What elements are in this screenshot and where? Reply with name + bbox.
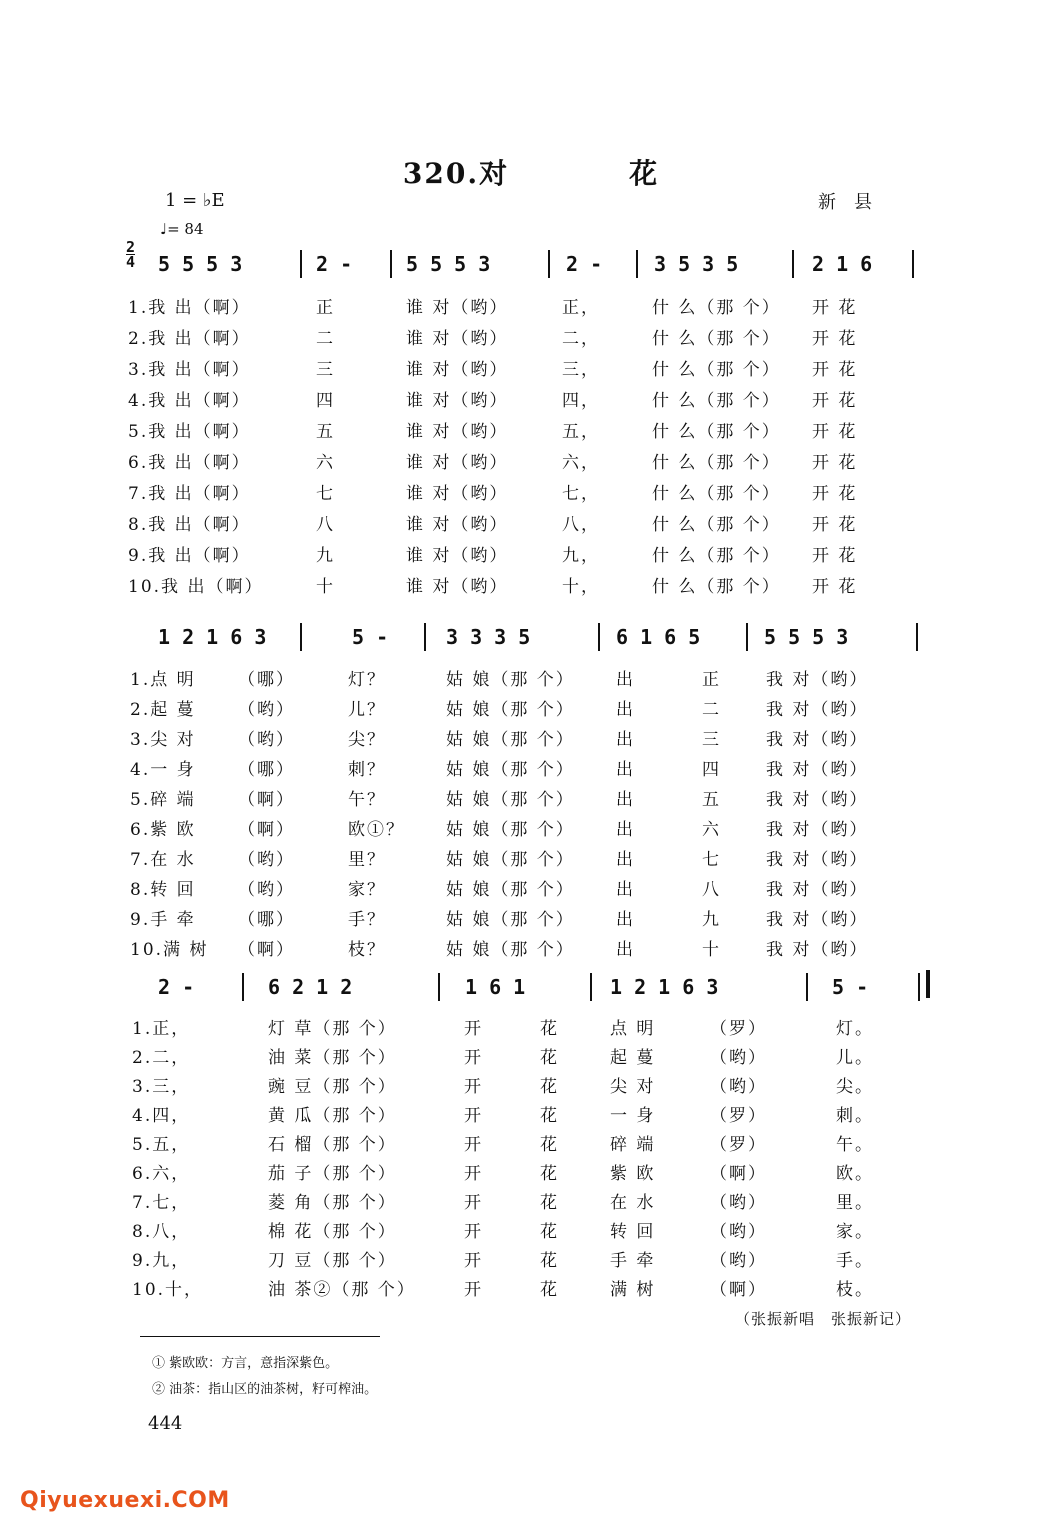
lyric-cell: 八， [562,515,600,535]
watermark-logo: Qiyuexuexi.COM [20,1488,230,1513]
lyric-cell: 我 对（哟） [766,730,869,750]
lyric-cell: 刺？ [348,760,386,780]
lyric-cell: 1.正， [132,1019,191,1039]
lyric-cell: 开 [464,1019,483,1039]
lyric-cell: 家。 [836,1222,874,1242]
lyric-cell: 开 花 [812,298,858,318]
lyric-cell: 起 蔓 [610,1048,656,1068]
lyric-cell: （哪） [238,760,295,780]
lyric-cell: 七， [562,484,600,504]
note-group: 1 6 1 [465,975,526,999]
lyric-cell: 我 对（哟） [766,910,869,930]
lyric-cell: 开 [464,1164,483,1184]
lyric-cell: 谁 对（哟） [406,422,509,442]
lyric-cell: 花 [540,1251,559,1271]
lyric-cell: 什 么（那 个） [652,515,781,535]
lyric-cell: 开 [464,1106,483,1126]
lyric-cell: 九 [702,910,721,930]
bar-line [424,623,426,651]
lyric-cell: 手？ [348,910,386,930]
lyric-cell: 姑 娘（那 个） [446,700,575,720]
lyric-cell: 开 [464,1251,483,1271]
lyric-cell: 午。 [836,1135,874,1155]
lyric-cell: 碎 端 [610,1135,656,1155]
footnote-1: ① 紫欧欧：方言，意指深紫色。 [152,1356,339,1371]
lyric-cell: 三， [562,360,600,380]
lyric-cell: 四 [702,760,721,780]
lyric-cell: 二 [702,700,721,720]
lyric-cell: 午？ [348,790,386,810]
bar-line [746,623,748,651]
lyric-cell: 出 [616,730,635,750]
lyric-cell: 开 花 [812,391,858,411]
lyric-cell: 花 [540,1135,559,1155]
bar-line [792,250,794,278]
footnote-2: ② 油茶：指山区的油茶树，籽可榨油。 [152,1382,378,1397]
lyric-cell: 5.五， [132,1135,191,1155]
lyric-cell: 谁 对（哟） [406,546,509,566]
lyric-cell: 我 对（哟） [766,880,869,900]
lyric-cell: 紫 欧 [610,1164,656,1184]
lyric-cell: 什 么（那 个） [652,577,781,597]
note-group: 3 5 3 5 [654,252,739,276]
bar-line [912,250,914,278]
lyric-cell: 九 [316,546,335,566]
bar-line [590,973,592,1001]
lyric-cell: 尖 对 [610,1077,656,1097]
lyric-cell: 黄 瓜（那 个） [268,1106,397,1126]
lyric-cell: 尖？ [348,730,386,750]
lyric-cell: 8.我 出（啊） [128,515,251,535]
lyric-cell: 八 [316,515,335,535]
lyric-cell: 欧①？ [348,820,405,840]
lyric-cell: 花 [540,1048,559,1068]
lyric-cell: 手。 [836,1251,874,1271]
lyric-cell: 三 [316,360,335,380]
lyric-cell: 6.我 出（啊） [128,453,251,473]
lyric-cell: 我 对（哟） [766,670,869,690]
lyric-cell: 9.九， [132,1251,191,1271]
region-label: 新县 [818,192,890,213]
lyric-cell: 开 [464,1077,483,1097]
lyric-cell: 一 身 [610,1106,656,1126]
lyric-cell: （哟） [238,850,295,870]
lyric-cell: 八 [702,880,721,900]
lyric-cell: 四， [562,391,600,411]
lyric-cell: 谁 对（哟） [406,329,509,349]
lyric-cell: 姑 娘（那 个） [446,730,575,750]
lyric-cell: 我 对（哟） [766,940,869,960]
lyric-cell: 姑 娘（那 个） [446,910,575,930]
lyric-cell: 五 [316,422,335,442]
lyric-cell: 出 [616,760,635,780]
lyric-cell: （啊） [710,1280,767,1300]
lyric-cell: 6.紫 欧 [130,820,196,840]
lyric-cell: 棉 花（那 个） [268,1222,397,1242]
note-group: 1 2 1 6 3 [610,975,719,999]
lyric-cell: 10.满 树 [130,940,209,960]
lyric-cell: 开 [464,1193,483,1213]
lyric-cell: 什 么（那 个） [652,546,781,566]
lyric-cell: 二 [316,329,335,349]
lyric-cell: 姑 娘（那 个） [446,820,575,840]
note-group: 6 1 6 5 [616,625,701,649]
lyric-cell: 我 对（哟） [766,760,869,780]
lyric-cell: 四 [316,391,335,411]
lyric-cell: （哟） [710,1222,767,1242]
credit-line: （张振新唱 张振新记） [735,1310,912,1328]
lyric-cell: 7.我 出（啊） [128,484,251,504]
lyric-cell: （哟） [710,1251,767,1271]
bar-line [916,623,918,651]
lyric-cell: 姑 娘（那 个） [446,790,575,810]
lyric-cell: 里。 [836,1193,874,1213]
lyric-cell: 谁 对（哟） [406,484,509,504]
note-group: 2 - [566,252,603,276]
lyric-cell: 5.碎 端 [130,790,196,810]
lyric-cell: 谁 对（哟） [406,577,509,597]
lyric-cell: （哪） [238,910,295,930]
lyric-cell: （哟） [710,1048,767,1068]
lyric-cell: 我 对（哟） [766,700,869,720]
lyric-cell: 油 菜（那 个） [268,1048,397,1068]
lyric-cell: （哟） [710,1077,767,1097]
lyric-cell: （罗） [710,1135,767,1155]
lyric-cell: 七 [702,850,721,870]
lyric-cell: 什 么（那 个） [652,298,781,318]
lyric-cell: （啊） [238,940,295,960]
song-title: 320.对 花 [402,157,660,190]
lyric-cell: 3.三， [132,1077,191,1097]
bar-line [300,623,302,651]
lyric-cell: 姑 娘（那 个） [446,880,575,900]
note-group: 5 - [832,975,869,999]
lyric-cell: （啊） [238,820,295,840]
lyric-cell: （罗） [710,1019,767,1039]
lyric-cell: 3.我 出（啊） [128,360,251,380]
lyric-cell: 九， [562,546,600,566]
lyric-cell: 花 [540,1164,559,1184]
lyric-cell: 枝。 [836,1280,874,1300]
lyric-cell: 开 [464,1222,483,1242]
lyric-cell: 谁 对（哟） [406,360,509,380]
lyric-cell: 开 花 [812,577,858,597]
lyric-cell: 花 [540,1193,559,1213]
lyric-cell: 正 [316,298,335,318]
lyric-cell: 开 花 [812,360,858,380]
lyric-cell: 我 对（哟） [766,850,869,870]
lyric-cell: 儿。 [836,1048,874,1068]
lyric-cell: 出 [616,850,635,870]
lyric-cell: 豌 豆（那 个） [268,1077,397,1097]
lyric-cell: 开 [464,1135,483,1155]
lyric-cell: 姑 娘（那 个） [446,940,575,960]
lyric-cell: 4.我 出（啊） [128,391,251,411]
lyric-cell: 6.六， [132,1164,191,1184]
lyric-cell: 正 [702,670,721,690]
lyric-cell: 七 [316,484,335,504]
lyric-cell: （啊） [238,790,295,810]
lyric-cell: 花 [540,1019,559,1039]
lyric-cell: 家？ [348,880,386,900]
lyric-cell: 二， [562,329,600,349]
lyric-cell: （哪） [238,670,295,690]
lyric-cell: 8.转 回 [130,880,196,900]
lyric-cell: 儿？ [348,700,386,720]
note-group: 1 2 1 6 3 [158,625,267,649]
lyric-cell: 2.起 蔓 [130,700,196,720]
lyric-cell: 六 [702,820,721,840]
page-number: 444 [148,1413,183,1434]
lyric-cell: 十 [702,940,721,960]
note-group: 5 5 5 3 [764,625,849,649]
lyric-cell: 刀 豆（那 个） [268,1251,397,1271]
lyric-cell: 出 [616,820,635,840]
lyric-cell: 花 [540,1106,559,1126]
note-group: 2 - [158,975,195,999]
note-group: 5 - [352,625,389,649]
lyric-cell: 出 [616,700,635,720]
lyric-cell: 出 [616,880,635,900]
lyric-cell: 五， [562,422,600,442]
note-group: 5 5 5 3 [158,252,243,276]
lyric-cell: 六， [562,453,600,473]
lyric-cell: 姑 娘（那 个） [446,670,575,690]
lyric-cell: 手 牵 [610,1251,656,1271]
note-group: 2 - [316,252,353,276]
lyric-cell: （啊） [710,1164,767,1184]
final-bar [926,970,930,998]
lyric-cell: 4.一 身 [130,760,196,780]
bar-line [242,973,244,1001]
lyric-cell: 10.十， [132,1280,204,1300]
lyric-cell: 2.我 出（啊） [128,329,251,349]
lyric-cell: 五 [702,790,721,810]
lyric-cell: 出 [616,940,635,960]
lyric-cell: 刺。 [836,1106,874,1126]
lyric-cell: 9.手 牵 [130,910,196,930]
lyric-cell: 正， [562,298,600,318]
lyric-cell: 开 [464,1048,483,1068]
lyric-cell: 油 茶②（那 个） [268,1280,416,1300]
lyric-cell: 十 [316,577,335,597]
lyric-cell: （哟） [238,730,295,750]
note-group: 6 2 1 2 [268,975,353,999]
key-signature: 1 = ♭E [165,190,225,211]
lyric-cell: 十， [562,577,600,597]
lyric-cell: 我 对（哟） [766,790,869,810]
lyric-cell: 出 [616,670,635,690]
lyric-cell: 1.我 出（啊） [128,298,251,318]
lyric-cell: （罗） [710,1106,767,1126]
lyric-cell: 9.我 出（啊） [128,546,251,566]
footnote-rule [140,1336,380,1337]
bar-line [806,973,808,1001]
lyric-cell: 在 水 [610,1193,656,1213]
lyric-cell: 8.八， [132,1222,191,1242]
lyric-cell: 花 [540,1222,559,1242]
lyric-cell: 花 [540,1280,559,1300]
lyric-cell: 5.我 出（啊） [128,422,251,442]
lyric-cell: 4.四， [132,1106,191,1126]
lyric-cell: （哟） [238,700,295,720]
lyric-cell: 10.我 出（啊） [128,577,264,597]
lyric-cell: 7.在 水 [130,850,196,870]
bar-line [598,623,600,651]
lyric-cell: （哟） [238,880,295,900]
lyric-cell: 什 么（那 个） [652,453,781,473]
lyric-cell: 灯 草（那 个） [268,1019,397,1039]
lyric-cell: 什 么（那 个） [652,360,781,380]
lyric-cell: 2.二， [132,1048,191,1068]
bar-line [918,973,920,1001]
lyric-cell: 什 么（那 个） [652,329,781,349]
note-group: 5 5 5 3 [406,252,491,276]
lyric-cell: 什 么（那 个） [652,484,781,504]
lyric-cell: 7.七， [132,1193,191,1213]
time-signature: 2 4 [126,238,136,271]
lyric-cell: 开 花 [812,422,858,442]
lyric-cell: 谁 对（哟） [406,515,509,535]
lyric-cell: 开 花 [812,484,858,504]
lyric-cell: 出 [616,790,635,810]
lyric-cell: 谁 对（哟） [406,453,509,473]
lyric-cell: 3.尖 对 [130,730,196,750]
lyric-cell: 开 花 [812,453,858,473]
lyric-cell: 我 对（哟） [766,820,869,840]
lyric-cell: 什 么（那 个） [652,422,781,442]
lyric-cell: 开 [464,1280,483,1300]
lyric-cell: 点 明 [610,1019,656,1039]
bar-line [390,250,392,278]
lyric-cell: 六 [316,453,335,473]
note-group: 3 3 3 5 [446,625,531,649]
lyric-cell: 转 回 [610,1222,656,1242]
lyric-cell: 什 么（那 个） [652,391,781,411]
lyric-cell: 开 花 [812,546,858,566]
bar-line [300,250,302,278]
lyric-cell: 欧。 [836,1164,874,1184]
tempo-mark: ♩= 84 [160,220,204,238]
bar-line [438,973,440,1001]
lyric-cell: 花 [540,1077,559,1097]
lyric-cell: 满 树 [610,1280,656,1300]
lyric-cell: 枝？ [348,940,386,960]
lyric-cell: 谁 对（哟） [406,298,509,318]
lyric-cell: 灯。 [836,1019,874,1039]
note-group: 2 1 6 [812,252,873,276]
lyric-cell: 菱 角（那 个） [268,1193,397,1213]
lyric-cell: 茄 子（那 个） [268,1164,397,1184]
bar-line [548,250,550,278]
lyric-cell: 姑 娘（那 个） [446,850,575,870]
lyric-cell: 开 花 [812,515,858,535]
bar-line [636,250,638,278]
lyric-cell: 姑 娘（那 个） [446,760,575,780]
lyric-cell: （哟） [710,1193,767,1213]
lyric-cell: 石 榴（那 个） [268,1135,397,1155]
lyric-cell: 三 [702,730,721,750]
lyric-cell: 1.点 明 [130,670,196,690]
lyric-cell: 开 花 [812,329,858,349]
lyric-cell: 尖。 [836,1077,874,1097]
lyric-cell: 谁 对（哟） [406,391,509,411]
lyric-cell: 出 [616,910,635,930]
lyric-cell: 灯？ [348,670,386,690]
lyric-cell: 里？ [348,850,386,870]
